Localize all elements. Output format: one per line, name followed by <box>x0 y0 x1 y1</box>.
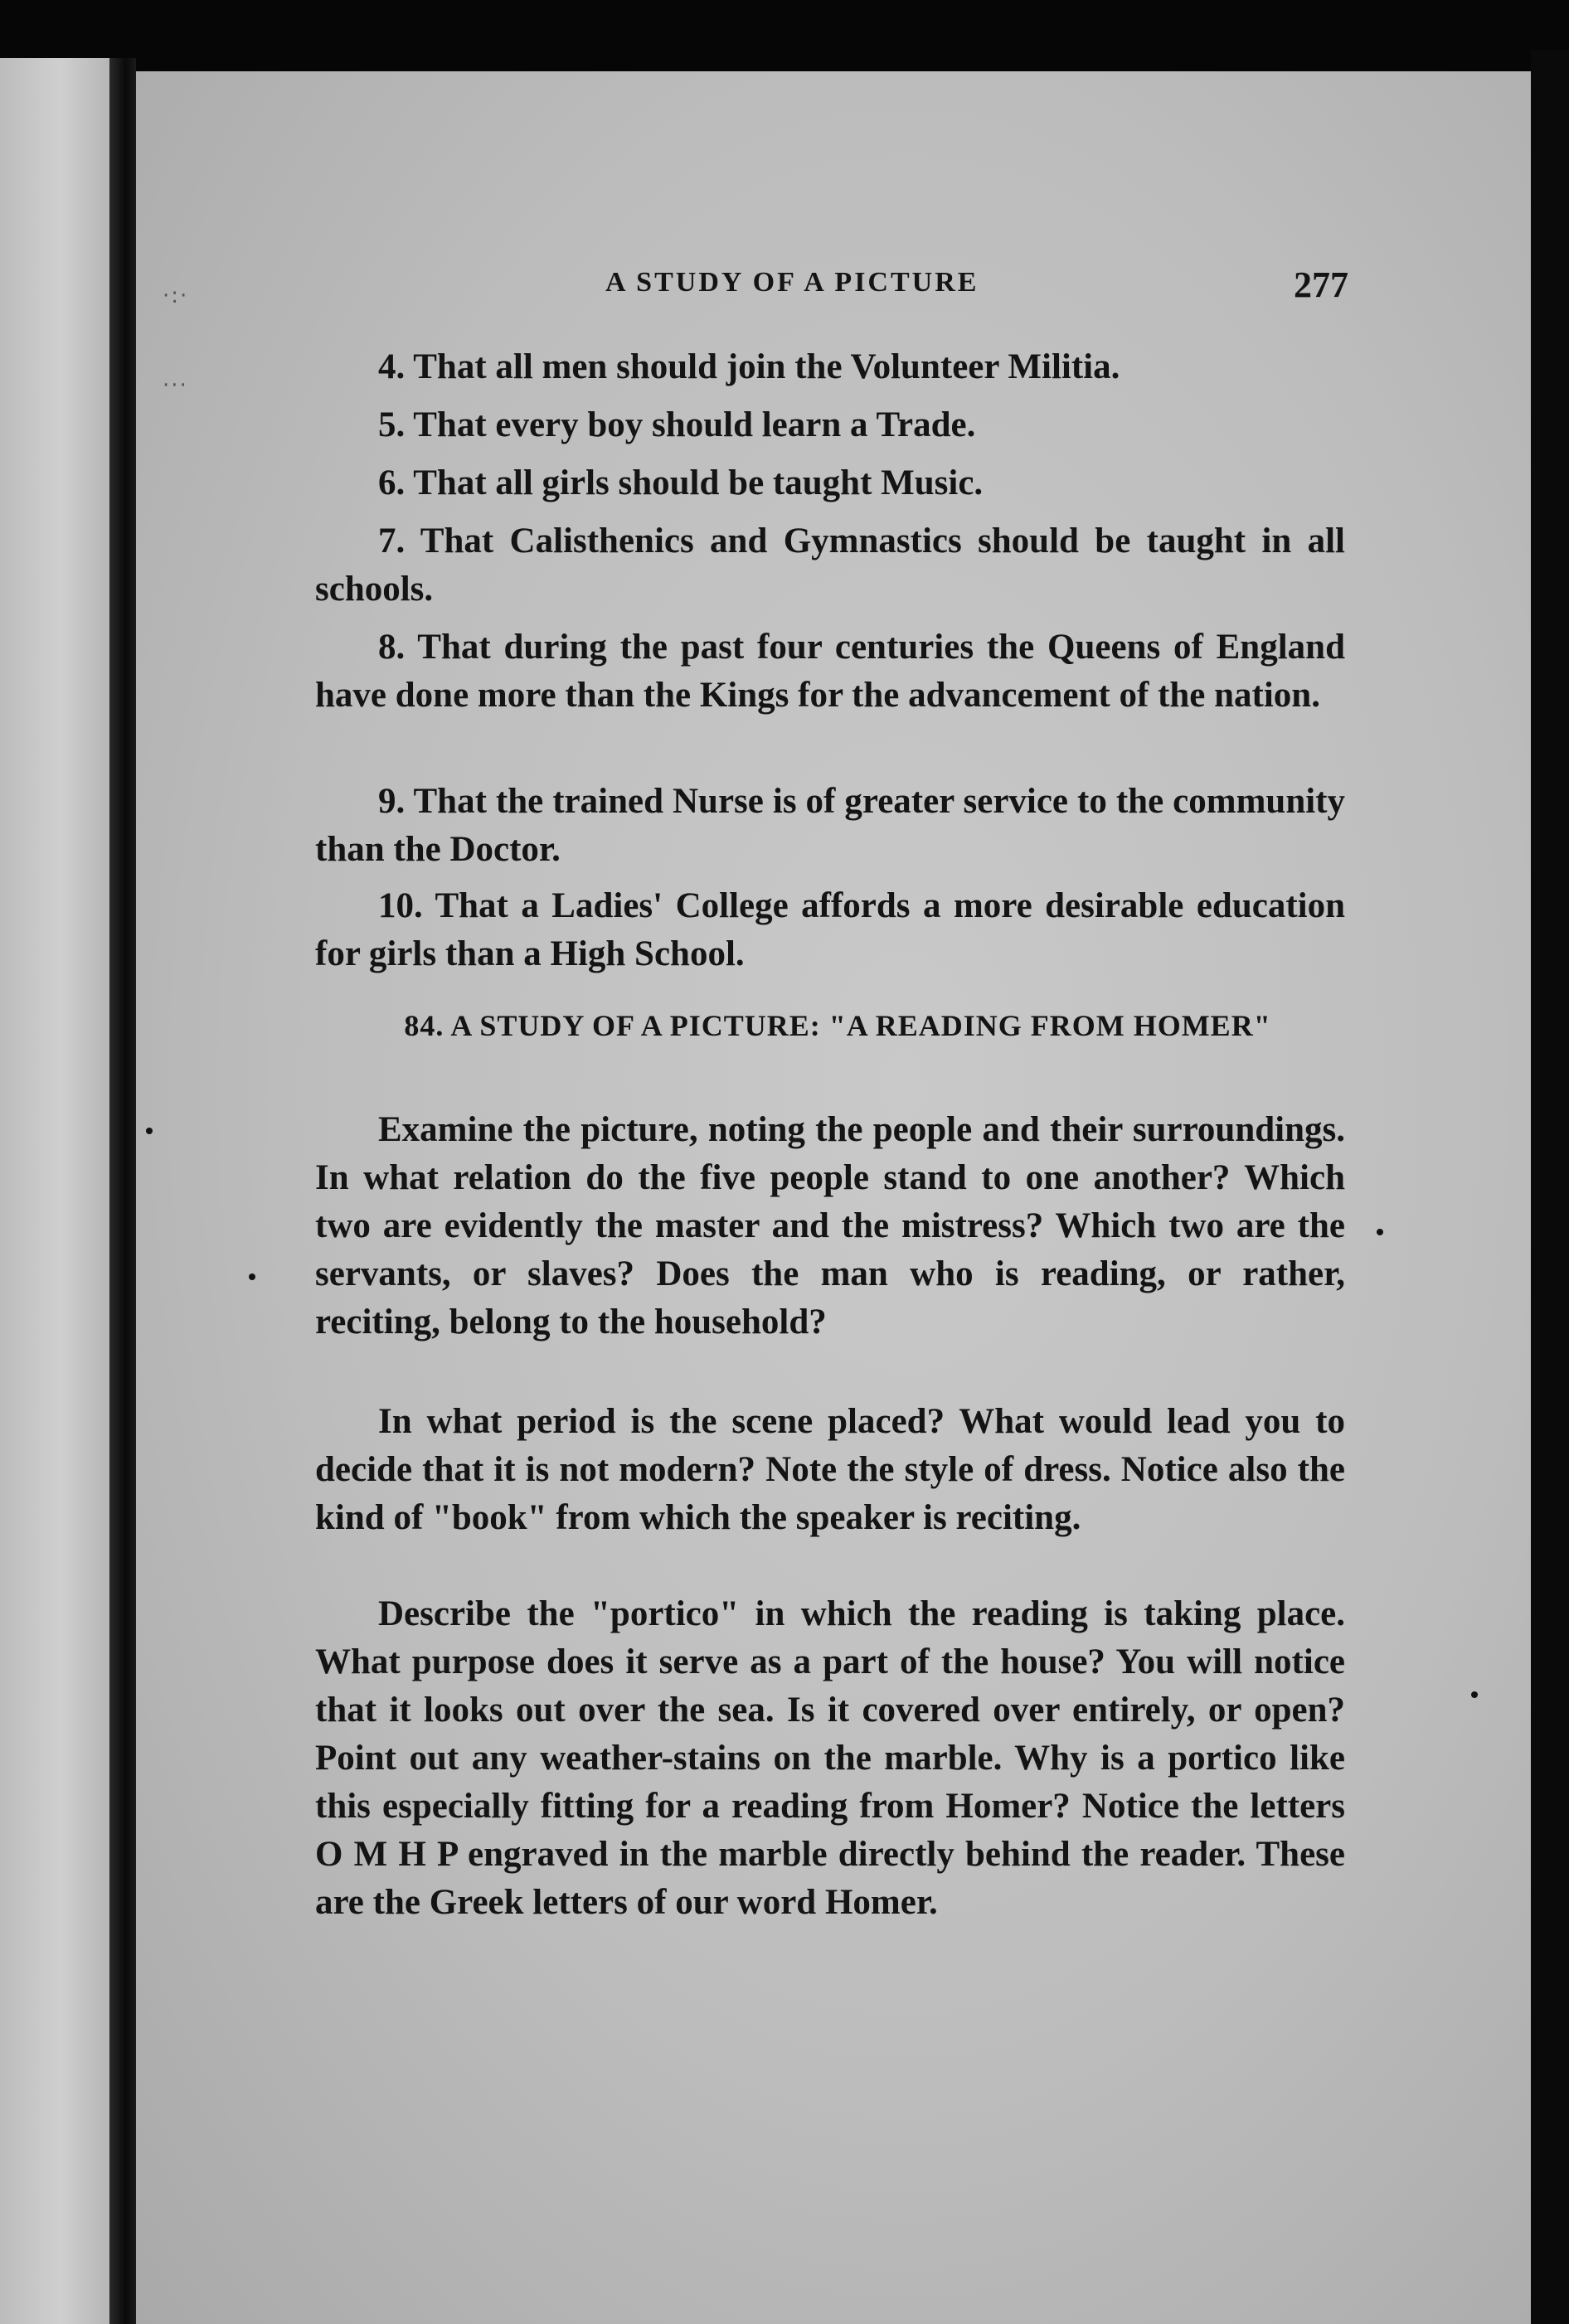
page-number: 277 <box>1294 264 1348 305</box>
book-gutter <box>109 58 136 2324</box>
running-title: A STUDY OF A PICTURE <box>605 267 979 298</box>
scan-speck <box>146 1128 153 1134</box>
scan-speck <box>1471 1691 1478 1698</box>
list-item: 5. That every boy should learn a Trade. <box>378 405 976 444</box>
list-item: 10. That a Ladies' College affords a more desirable education for girls than a High School. <box>315 886 1345 973</box>
scan-speck <box>249 1274 255 1280</box>
body-paragraph: In what period is the scene placed? What would lead you to decide that it is not modern? Note the style of dress. Notice also the kind of "book" from which the speaker is reciting. <box>315 1402 1345 1537</box>
facing-page-mark: ··· <box>163 373 188 398</box>
body-paragraph: Examine the picture, noting the people and their surroundings. In what relation do the five people stand to one another? Which two are evidently the master and the mistress? Which two are the servants, or slaves? Does the man who is reading, or rather, reciting, belong to the household? <box>315 1110 1345 1342</box>
list-item: 4. That all men should join the Volunteer Militia. <box>378 347 1120 386</box>
section-heading: 84. A STUDY OF A PICTURE: "A READING FROM HOMER" <box>404 1009 1271 1042</box>
body-paragraph: Describe the "portico" in which the reading is taking place. What purpose does it serve as a part of the house? You will notice that it looks out over the sea. Is it covered over entirely, or open? Point out any weather-stains on the marble. Why is a portico like this especially fitting for a reading from Homer? Notice the letters O M H P engraved in the marble directly behind the reader. These are the Greek letters of our word Homer. <box>315 1594 1345 1922</box>
list-item: 8. That during the past four centuries the Queens of England have done more than the Kings for the advancement of the nation. <box>315 628 1345 715</box>
list-item: 9. That the trained Nurse is of greater service to the community than the Doctor. <box>315 782 1345 869</box>
scan-border <box>1531 50 1569 2324</box>
facing-page-mark: ·:· <box>163 284 189 308</box>
facing-page-edge <box>0 58 109 2324</box>
list-item: 7. That Calisthenics and Gymnastics should be taught in all schools. <box>315 522 1345 609</box>
scan-speck <box>1377 1229 1383 1235</box>
list-item: 6. That all girls should be taught Music. <box>378 463 984 502</box>
